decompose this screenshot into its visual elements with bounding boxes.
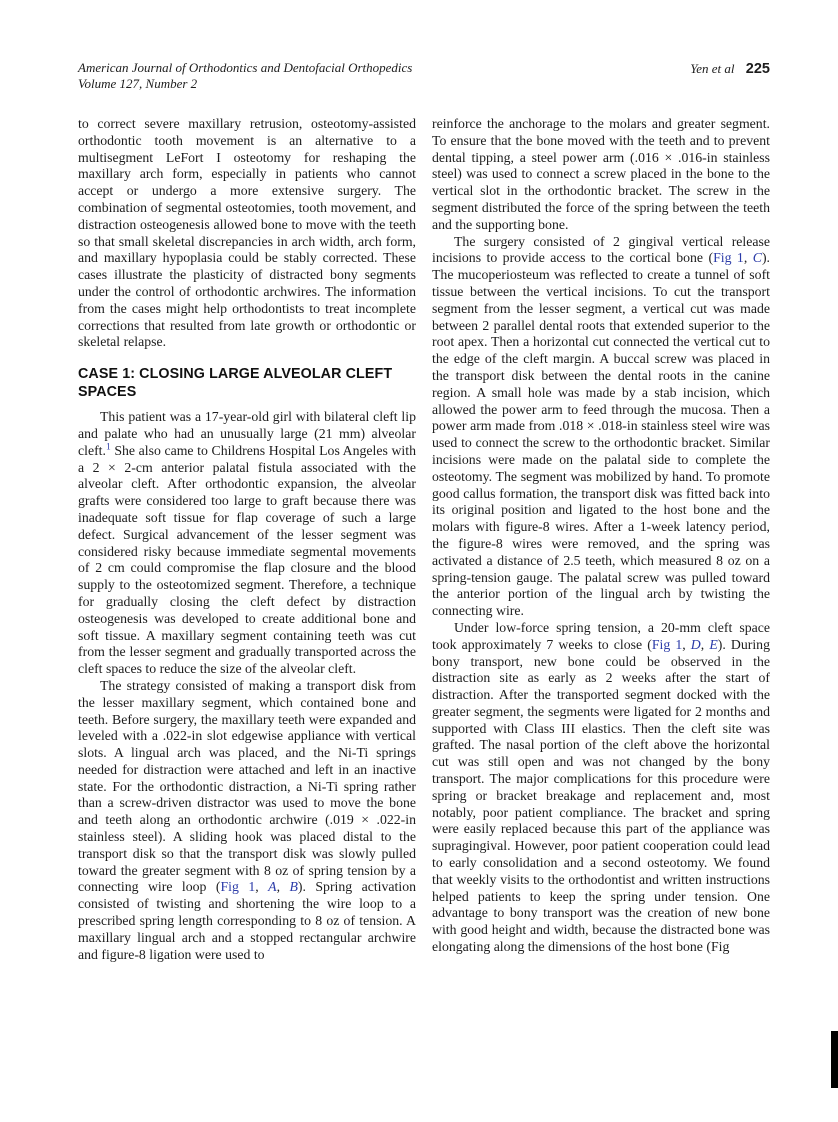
paragraph-case1-strategy: [78, 678, 416, 964]
paragraph-case1-patient: [78, 409, 416, 678]
body-text: ,: [700, 636, 710, 652]
body-text: Under low-force spring tension, a 20-mm cleft space took approximately 7 weeks to close (: [432, 619, 770, 652]
fig1-link[interactable]: Fig 1: [651, 636, 683, 652]
fig1-panel-c-link[interactable]: C: [752, 250, 762, 266]
body-text: ). The mucoperiosteum was reflected to create a tunnel of soft tissue between the vertical incisions. To cut the transport segment from the lesser segment, a vertical cut was made between 2 parallel dental roots that extended superior to the root apex. Then a horizontal cut connected the vertical cut to the edge of the cleft margin. A buccal screw was placed in the transport disk between the dental roots in the canine region. A small hole was made by a stab incision, which allowed the power arm to feed through the mucosa. Then a power arm made from .018 × .018-in stainless steel wire was used to connect the screw to the orthodontic bracket. Similar incisions were made on the palatal side to complete the osteotomy. The segment was mobilized by hand. To promote good callus formation, the transport disk was fitted back into its original position and ligated to the host bone and the molars with figure-8 wires. After a 1-week latency period, the figure-8 wires were removed, and the spring was activated a distance of 2.5 teeth, which measured 8 oz on a spring-tension gauge. The palatal screw was pulled toward the anterior portion of the lingual arch by twisting the connecting wire.: [432, 250, 770, 619]
body-text: ). During bony transport, new bone could be observed in the distraction site as early as 2 weeks after the start of distraction. After the transported segment docked with the greater segment, the segments were ligated for 2 months and supported with Class III elastics. Then the cleft site was grafted. The nasal portion of the cleft above the horizontal cut was still open and was not changed by the bony transport. The major complications for this procedure were spring or bracket breakage and replacement and, most notably, poor patient compliance. The bracket and spring were easily replaced because this part of the appliance was supragingival. However, poor patient cooperation could lead to early consolidation and a second osteotomy. We found that weekly visits to the orthodontist and written instructions helped patients to keep the spring under tension. One advantage to bony transport was the creation of new bone with good height and width, because the distracted bone was elongating along the dimensions of the host bone (Fig: [432, 636, 770, 955]
article-body: [78, 116, 770, 963]
fig1-link[interactable]: Fig 1: [713, 250, 744, 266]
journal-volume-issue: Volume 127, Number 2: [78, 75, 198, 91]
reference-1-link[interactable]: 1: [105, 442, 111, 453]
fig1-panel-d-link[interactable]: D: [690, 636, 701, 652]
body-text: The strategy consisted of making a transport disk from the lesser maxillary segment, which contained bone and teeth. Before surgery, the maxillary teeth were expanded and leveled with a .022-in slot edgewise appliance with vertical slots. A lingual arch was placed, and the Ni-Ti springs needed for distraction were attached and left in an inactive state. For the orthodontic distraction, a Ni-Ti spring rather than a screw-driven distractor was used to move the bone and teeth along an orthodontic archwire (.019 × .022-in stainless steel). A sliding hook was placed distal to the transport disk so that the transport disk was slowly pulled toward the greater segment with 8 oz of spring tension by a connecting wire loop (: [78, 677, 416, 895]
paragraph-intro-continuation: [78, 116, 416, 351]
running-head: [78, 60, 770, 91]
page-number: 225: [745, 61, 770, 77]
body-text: ,: [276, 879, 290, 895]
body-text: ,: [255, 879, 269, 895]
authors-and-page: [690, 60, 770, 78]
fig1-link[interactable]: Fig 1: [220, 879, 256, 895]
body-text: ,: [743, 250, 753, 266]
body-text: ,: [682, 636, 691, 652]
right-column: [432, 116, 770, 963]
fig1-panel-b-link[interactable]: B: [289, 879, 298, 895]
fig1-panel-a-link[interactable]: A: [268, 879, 277, 895]
scan-edge-artifact: [831, 1031, 838, 1088]
left-column: [78, 116, 416, 963]
body-text: to correct severe maxillary retrusion, osteotomy-assisted orthodontic tooth movement is an alternative to a multisegment LeFort I osteotomy for reshaping the maxillary arch form, especially in patients who cannot accept or undergo a more extensive surgery. The combination of segmental osteotomies, tooth movement, and distraction osteogenesis allowed bone to move with the teeth so that small skeletal discrepancies in arch width, arch form, and maxillary hypoplasia could be stably corrected. These cases illustrate the plasticity of distracted bony segments under the control of orthodontic archwires. The information from the cases might help orthodontists to treat incomplete corrections that resulted from late growth or orthodontic or skeletal relapse.: [78, 116, 416, 350]
section-heading-case1: CASE 1: CLOSING LARGE ALVEOLAR CLEFT SPACES: [78, 366, 393, 401]
journal-title: American Journal of Orthodontics and Dentofacial Orthopedics: [78, 60, 413, 75]
paragraph-distraction-results: [432, 620, 770, 956]
authors-label: Yen et al: [690, 61, 735, 76]
body-text: reinforce the anchorage to the molars and greater segment. To ensure that the bone moved with the teeth and to prevent dental tipping, a steel power arm (.016 × .016-in stainless steel) was used to connect a screw placed in the bone to the vertical slot in the orthodontic bracket. The screw in the segment distributed the force of the spring between the teeth and the supporting bone.: [432, 116, 770, 232]
fig1-panel-e-link[interactable]: E: [709, 636, 718, 652]
journal-identification: [78, 60, 412, 91]
body-text: The surgery consisted of 2 gingival vertical release incisions to provide access to the cortical bone (: [432, 233, 770, 266]
body-text: She also came to Childrens Hospital Los Angeles with a 2 × 2-cm anterior palatal fistula associated with the alveolar cleft. After orthodontic expansion, the alveolar grafts were considered too large to graft because there was inadequate soft tissue for flap coverage of such a large defect. Surgical advancement of the lesser segment was considered risky because immediate segmental movements of 2 cm could compromise the flap closure and the blood supply to the osteotomized segment. Therefore, a technique for gradually closing the cleft defect by distraction osteogenesis was developed to create additional bone and soft tissue. A maxillary segment containing teeth was cut from the lesser segment and gradually transported across the cleft spaces to reduce the size of the alveolar cleft.: [78, 442, 416, 677]
paragraph-anchorage-continuation: [432, 116, 770, 234]
body-text: This patient was a 17-year-old girl with bilateral cleft lip and palate who had an unusually large (21 mm) alveolar cleft.: [78, 409, 416, 458]
paragraph-surgery: [432, 234, 770, 620]
body-text: ). Spring activation consisted of twisting and shortening the wire loop to a prescribed spring length corresponding to 8 oz of tension. A maxillary lingual arch and a stopped rectangular archwire and figure-8 ligation were used to: [78, 879, 417, 962]
